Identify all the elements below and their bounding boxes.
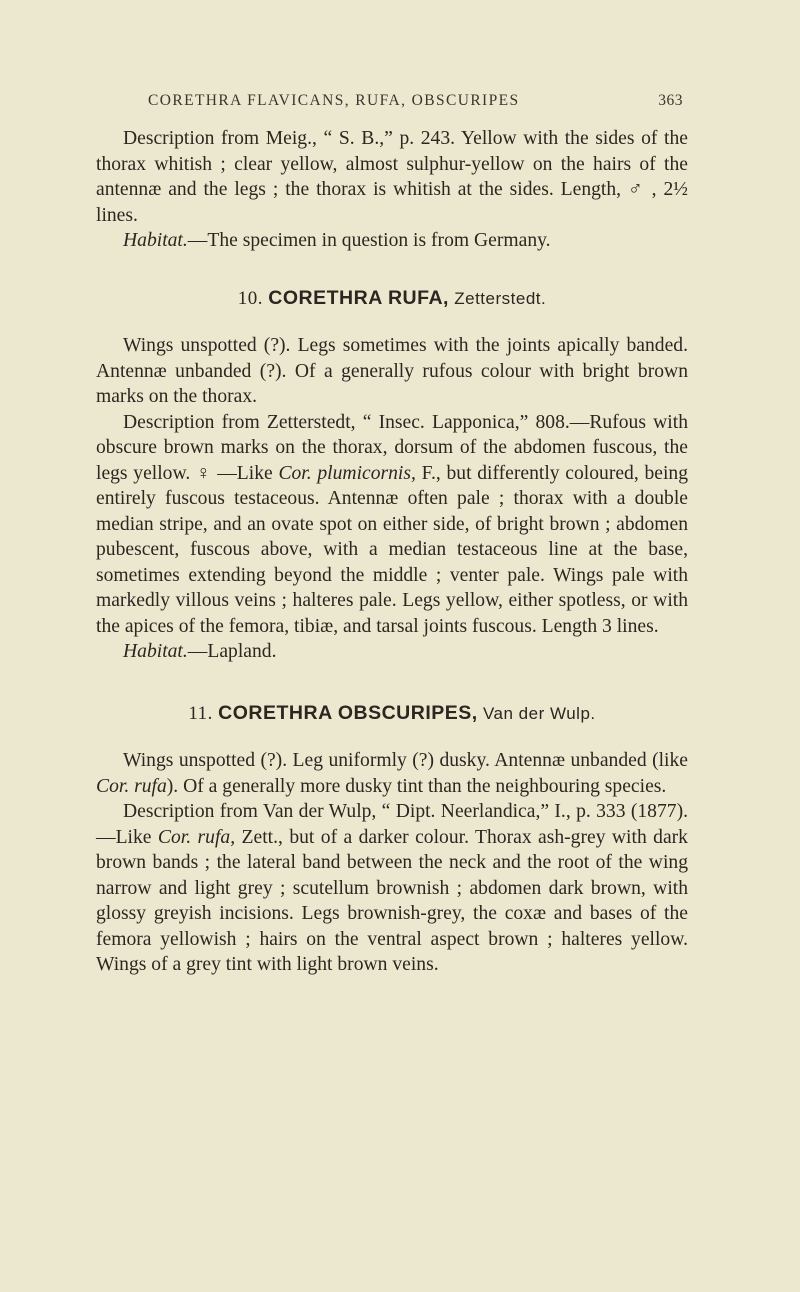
rufa-habitat bbox=[96, 639, 688, 665]
rufa-description-italic: Cor. plumicornis, bbox=[278, 462, 416, 484]
obscuripes-summary-text-b: ). Of a generally more dusky tint than the neighbouring species. bbox=[166, 775, 667, 797]
running-head-title: CORETHRA FLAVICANS, RUFA, OBSCURIPES bbox=[148, 92, 520, 109]
obscuripes-description-text-b: Zett., but of a darker colour. Thorax ash-grey with dark brown bands ; the lateral band between the neck and the root of the wing narrow and light grey ; scutellum brownish ; abdomen dark brown, with glossy greyish incisions. Legs brownish-grey, the coxæ and bases of the femora yellowish ; hairs on the ventral aspect brown ; halteres yellow. Wings of a grey tint with light brown veins. bbox=[96, 826, 688, 975]
obscuripes-summary bbox=[96, 748, 688, 799]
rufa-description-text-a: Description from Zetterstedt, “ Insec. Lapponica,” 808.—Rufous with obscure brown marks on the thorax, dorsum of the abdomen fuscous, the legs yellow. ♀ —Like bbox=[96, 411, 688, 484]
heading-species-name: CORETHRA OBSCURIPES, bbox=[218, 701, 478, 724]
obscuripes-summary-text-a: Wings unspotted (?). Leg uniformly (?) dusky. Antennæ unbanded (like bbox=[123, 750, 688, 771]
habitat-label: Habitat. bbox=[123, 641, 188, 662]
obscuripes-description-text-a: Description from Van der Wulp, “ Dipt. Neerlandica,” I., p. 333 (1877).—Like bbox=[96, 801, 688, 848]
habitat-label: Habitat. bbox=[123, 230, 188, 251]
body-text bbox=[96, 126, 688, 978]
intro-text: Description from Meig., “ S. B.,” p. 243. Yellow with the sides of the thorax whitish ; clear yellow, almost sulphur-yellow on the hairs of the antennæ and the legs ; the thorax is whitish at the sides. Length, ♂ , 2½ lines. bbox=[96, 128, 688, 226]
species-heading-rufa bbox=[96, 286, 688, 312]
obscuripes-description-italic: Cor. rufa, bbox=[157, 826, 236, 848]
rufa-summary-text: Wings unspotted (?). Legs sometimes with the joints apically banded. Antennæ unbanded (?). Of a generally rufous colour with bright brown marks on the thorax. bbox=[96, 335, 688, 407]
habitat-text: —The specimen in question is from Germany. bbox=[187, 230, 551, 251]
heading-number: 10. bbox=[237, 287, 264, 309]
heading-number: 11. bbox=[188, 702, 213, 724]
rufa-description bbox=[96, 410, 688, 640]
rufa-description-text-b: F., but differently coloured, being entirely fuscous testaceous. Antennæ often pale ; thorax with a double median stripe, and an ovate spot on either side, of bright brown ; abdomen pubescent, fuscous above, with a median testaceous line at the base, sometimes extending beyond the middle ; venter pale. Wings pale with markedly villous veins ; halteres pale. Legs yellow, either spotless, or with the apices of the femora, tibiæ, and tarsal joints fuscous. Length 3 lines. bbox=[96, 462, 688, 637]
page-number: 363 bbox=[658, 92, 683, 109]
heading-author: Zetterstedt. bbox=[454, 288, 547, 308]
heading-author: Van der Wulp. bbox=[482, 703, 596, 723]
species-heading-obscuripes bbox=[96, 701, 688, 727]
rufa-summary bbox=[96, 333, 688, 410]
intro-paragraph bbox=[96, 126, 688, 228]
habitat-text: —Lapland. bbox=[187, 641, 277, 662]
heading-species-name: CORETHRA RUFA, bbox=[268, 286, 449, 309]
obscuripes-description bbox=[96, 799, 688, 978]
obscuripes-summary-italic: Cor. rufa bbox=[96, 775, 167, 797]
running-head bbox=[148, 92, 683, 110]
intro-habitat bbox=[96, 228, 688, 254]
